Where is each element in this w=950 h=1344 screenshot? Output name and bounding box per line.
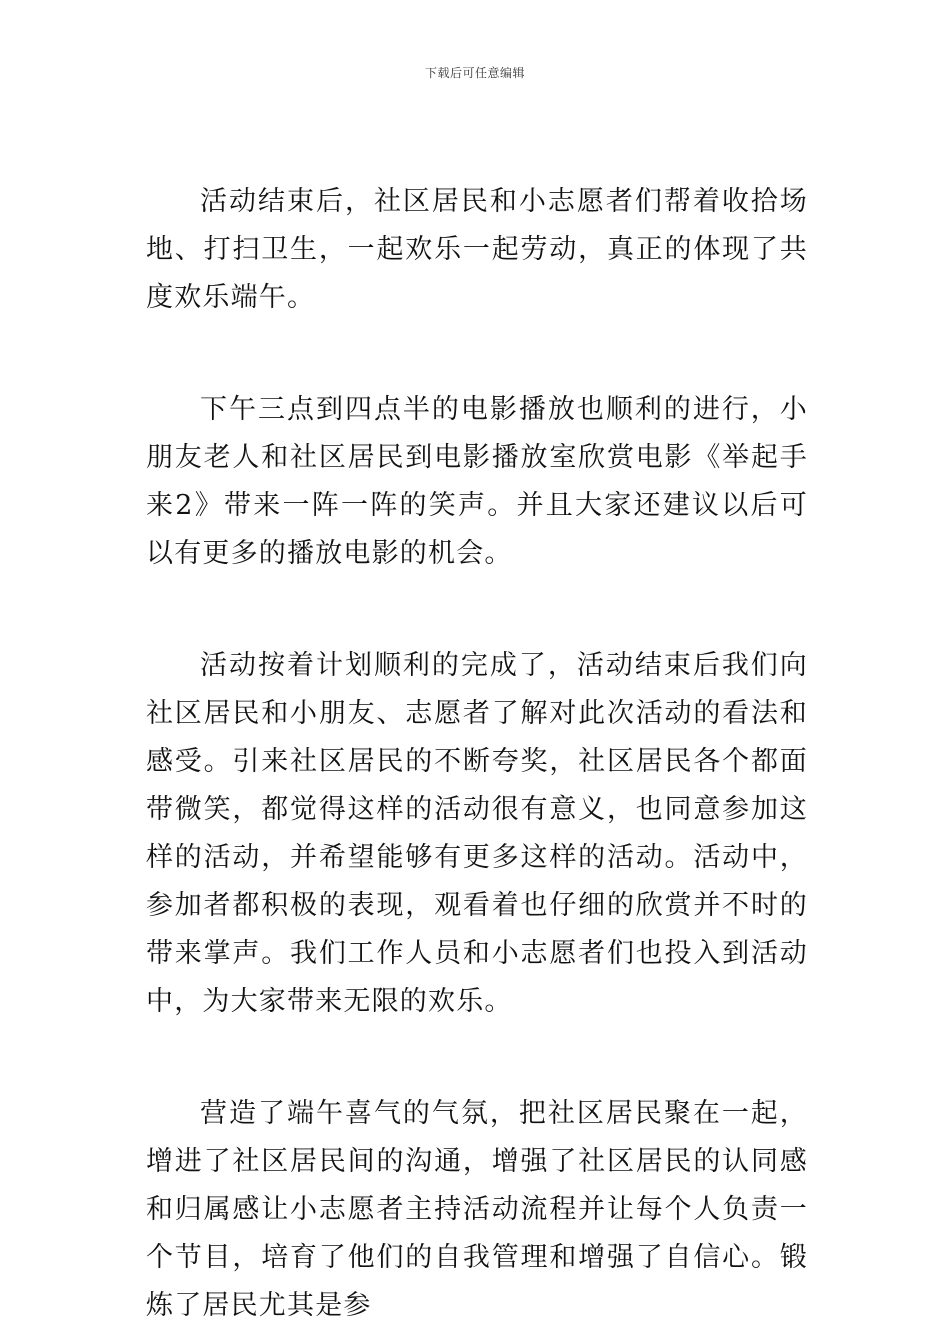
document-body — [146, 178, 808, 1330]
paragraph-1: 活动结束后，社区居民和小志愿者们帮着收拾场地、打扫卫生，一起欢乐一起劳动，真正的体现了共度欢乐端午。 — [146, 186, 808, 313]
paragraph-3: 活动按着计划顺利的完成了，活动结束后我们向社区居民和小朋友、志愿者了解对此次活动的看法和感受。引来社区居民的不断夸奖，社区居民各个都面带微笑，都觉得这样的活动很有意义，也同意参加这样的活动，并希望能够有更多这样的活动。活动中，参加者都积极的表现，观看着也仔细的欣赏并不时的带来掌声。我们工作人员和小志愿者们也投入到活动中，为大家带来无限的欢乐。 — [146, 650, 808, 1017]
paragraph-2: 下午三点到四点半的电影播放也顺利的进行，小朋友老人和社区居民到电影播放室欣赏电影《举起手来2》带来一阵一阵的笑声。并且大家还建议以后可以有更多的播放电影的机会。 — [146, 394, 808, 569]
page-header-note: 下载后可任意编辑 — [424, 66, 525, 80]
paragraph-4: 营造了端午喜气的气氛，把社区居民聚在一起，增进了社区居民间的沟通，增强了社区居民的认同感和归属感让小志愿者主持活动流程并让每个人负责一个节目，培育了他们的自我管理和增强了自信心。锻炼了居民尤其是参 — [146, 1098, 808, 1321]
